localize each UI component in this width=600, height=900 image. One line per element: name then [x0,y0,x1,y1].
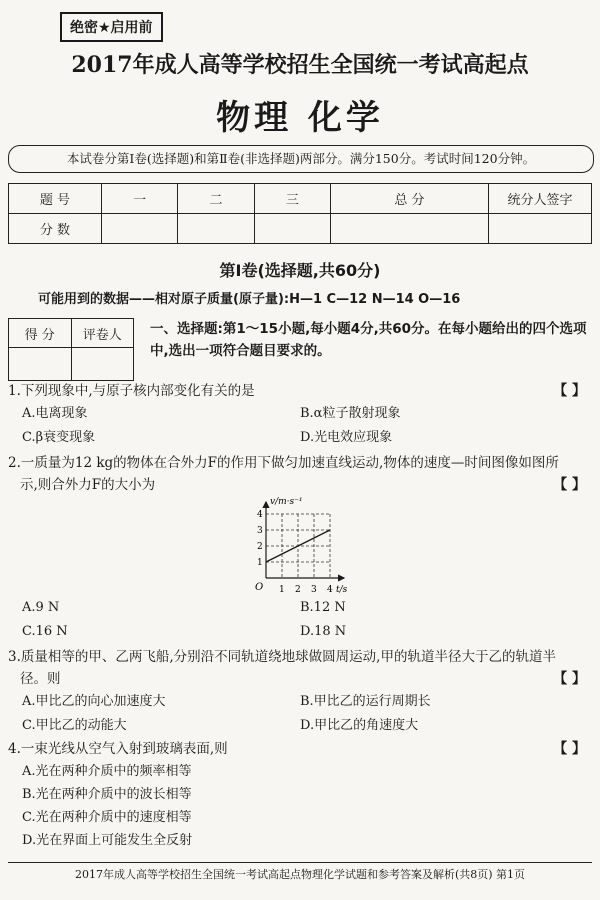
question-3-stem-line1: 3.质量相等的甲、乙两飞船,分别沿不同轨道绕地球做圆周运动,甲的轨道半径大于乙的轨道半 [8,649,556,665]
answer-bracket[interactable]: 【 】 [553,741,586,757]
score-header-cell: 统分人签字 [489,184,592,214]
question-1-option-b[interactable]: B.α粒子散射现象 [300,406,401,421]
origin-label: O [255,582,264,593]
score-header-cell: 题 号 [9,184,102,214]
score-table [8,183,592,244]
question-3-option-b[interactable]: B.甲比乙的运行周期长 [300,694,431,709]
grader-table [8,318,134,381]
score-header-cell: 二 [178,184,254,214]
grader-score-label: 得 分 [9,319,72,348]
atomic-masses: 可能用到的数据——相对原子质量(原子量):H—1 C—12 N—14 O—16 [38,292,461,307]
question-2-option-a[interactable]: A.9 N [22,600,60,615]
question-4-option-d[interactable]: D.光在界面上可能发生全反射 [22,833,193,848]
question-2-option-c[interactable]: C.16 N [22,624,68,639]
question-4-option-b[interactable]: B.光在两种介质中的波长相等 [22,787,192,802]
x-tick-label: 3 [311,585,317,595]
question-1-option-a[interactable]: A.电离现象 [22,406,88,421]
score-cell[interactable] [178,214,254,244]
score-cell[interactable] [330,214,488,244]
question-3-option-d[interactable]: D.甲比乙的角速度大 [300,718,419,733]
x-tick-label: 4 [327,585,333,595]
score-header-cell: 一 [102,184,178,214]
exam-title: 2017年成人高等学校招生全国统一考试高起点 [71,52,529,78]
exam-info: 本试卷分第Ⅰ卷(选择题)和第Ⅱ卷(非选择题)两部分。满分150分。考试时间120分钟。 [8,145,594,173]
page-footer: 2017年成人高等学校招生全国统一考试高起点物理化学试题和参考答案及解析(共8页) 第1页 [74,868,526,881]
question-2-option-b[interactable]: B.12 N [300,600,346,615]
score-cell[interactable] [102,214,178,244]
grader-name-cell[interactable] [71,348,134,381]
y-tick-label: 1 [257,558,263,568]
score-cell[interactable] [254,214,330,244]
question-3-stem-line2: 径。则 [20,671,61,687]
y-tick-label: 2 [257,542,263,552]
grader-score-cell[interactable] [9,348,72,381]
instructions: 一、选择题:第1～15小题,每小题4分,共60分。在每小题给出的四个选项中,选出一项符合题目要求的。 [150,321,587,359]
question-2-stem-line1: 2.一质量为12 kg的物体在合外力F的作用下做匀加速直线运动,物体的速度—时间图像如图所 [8,455,559,471]
velocity-time-graph [250,492,350,600]
y-tick-label: 4 [257,510,263,520]
x-axis-label: t/s [336,585,348,595]
y-axis-label: v/m·s⁻¹ [270,497,303,507]
x-tick-label: 2 [295,585,301,595]
score-header-cell: 总 分 [330,184,488,214]
score-header-cell: 三 [254,184,330,214]
confidential-label: 绝密★启用前 [60,12,163,42]
question-3-option-c[interactable]: C.甲比乙的动能大 [22,718,127,733]
footer-divider [8,862,592,863]
question-1-option-c[interactable]: C.β衰变现象 [22,430,96,445]
section-title: 第Ⅰ卷(选择题,共60分) [219,261,381,280]
question-1-stem: 1.下列现象中,与原子核内部变化有关的是 [8,383,255,399]
question-4-option-a[interactable]: A.光在两种介质中的频率相等 [22,764,192,779]
answer-bracket[interactable]: 【 】 [553,383,586,399]
question-4-stem: 4.一束光线从空气入射到玻璃表面,则 [8,741,228,757]
question-2-option-d[interactable]: D.18 N [300,624,347,639]
question-2-stem-line2: 示,则合外力F的大小为 [20,477,156,493]
question-4-option-c[interactable]: C.光在两种介质中的速度相等 [22,810,192,825]
score-cell[interactable] [489,214,592,244]
score-row-label: 分 数 [9,214,102,244]
question-3-option-a[interactable]: A.甲比乙的向心加速度大 [22,694,166,709]
grader-name-label: 评卷人 [71,319,134,348]
y-tick-label: 3 [257,526,263,536]
answer-bracket[interactable]: 【 】 [553,671,586,687]
x-tick-label: 1 [279,585,285,595]
answer-bracket[interactable]: 【 】 [553,477,586,493]
subject-title: 物理 化学 [216,98,384,138]
question-1-option-d[interactable]: D.光电效应现象 [300,430,393,445]
